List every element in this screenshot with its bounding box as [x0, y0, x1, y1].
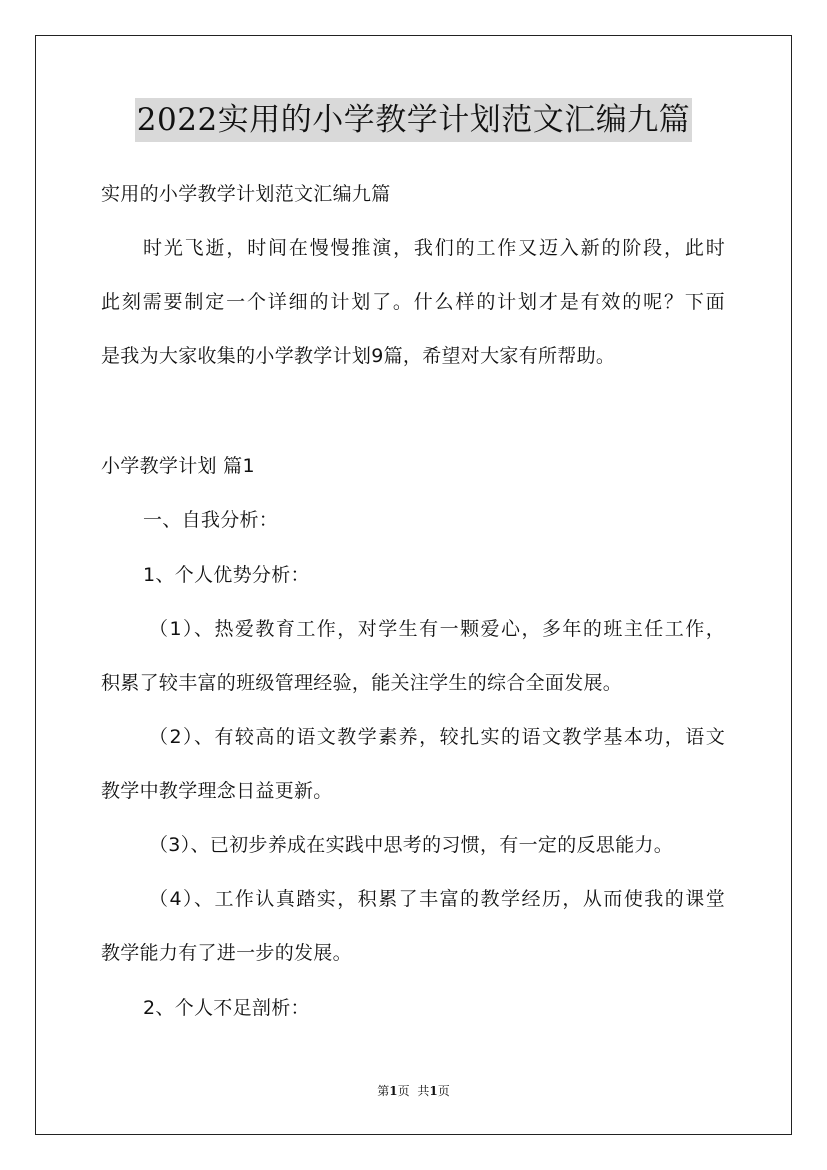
section-heading: 小学教学计划 篇1 — [101, 455, 255, 477]
footer-page-prefix: 第 — [377, 1084, 390, 1098]
item-4-line-1: （4）、工作认真踏实，积累了丰富的教学经历，从而使我的课堂 — [149, 888, 725, 910]
item-4-line-2: 教学能力有了进一步的发展。 — [101, 942, 352, 964]
sub-heading-1: 1、个人优势分析： — [143, 564, 310, 586]
sub-heading-2: 2、个人不足剖析： — [143, 997, 310, 1019]
item-1-line-2: 积累了较丰富的班级管理经验，能关注学生的综合全面发展。 — [101, 672, 623, 694]
footer-total-suffix: 页 — [437, 1084, 450, 1098]
item-2-line-1: （2）、有较高的语文教学素养，较扎实的语文教学基本功，语文 — [149, 726, 725, 748]
page-footer — [0, 1082, 827, 1100]
item-1-line-1: （1）、热爱教育工作，对学生有一颗爱心，多年的班主任工作， — [149, 618, 725, 640]
document-title: 2022实用的小学教学计划范文汇编九篇 — [135, 98, 692, 142]
title-container — [0, 98, 827, 142]
footer-page-suffix: 页 — [397, 1084, 410, 1098]
footer-total-prefix: 共 — [417, 1084, 430, 1098]
footer-page-number: 1 — [389, 1084, 398, 1098]
intro-line-2: 此刻需要制定一个详细的计划了。什么样的计划才是有效的呢？下面 — [101, 291, 725, 313]
part-heading-1: 一、自我分析： — [143, 509, 279, 531]
item-3: （3）、已初步养成在实践中思考的习惯，有一定的反思能力。 — [149, 834, 673, 856]
subtitle: 实用的小学教学计划范文汇编九篇 — [101, 183, 391, 205]
item-2-line-2: 教学中教学理念日益更新。 — [101, 780, 333, 802]
intro-line-3: 是我为大家收集的小学教学计划9篇，希望对大家有所帮助。 — [101, 345, 616, 367]
intro-line-1: 时光飞逝，时间在慢慢推演，我们的工作又迈入新的阶段，此时 — [143, 237, 725, 259]
footer-total-number: 1 — [429, 1084, 438, 1098]
